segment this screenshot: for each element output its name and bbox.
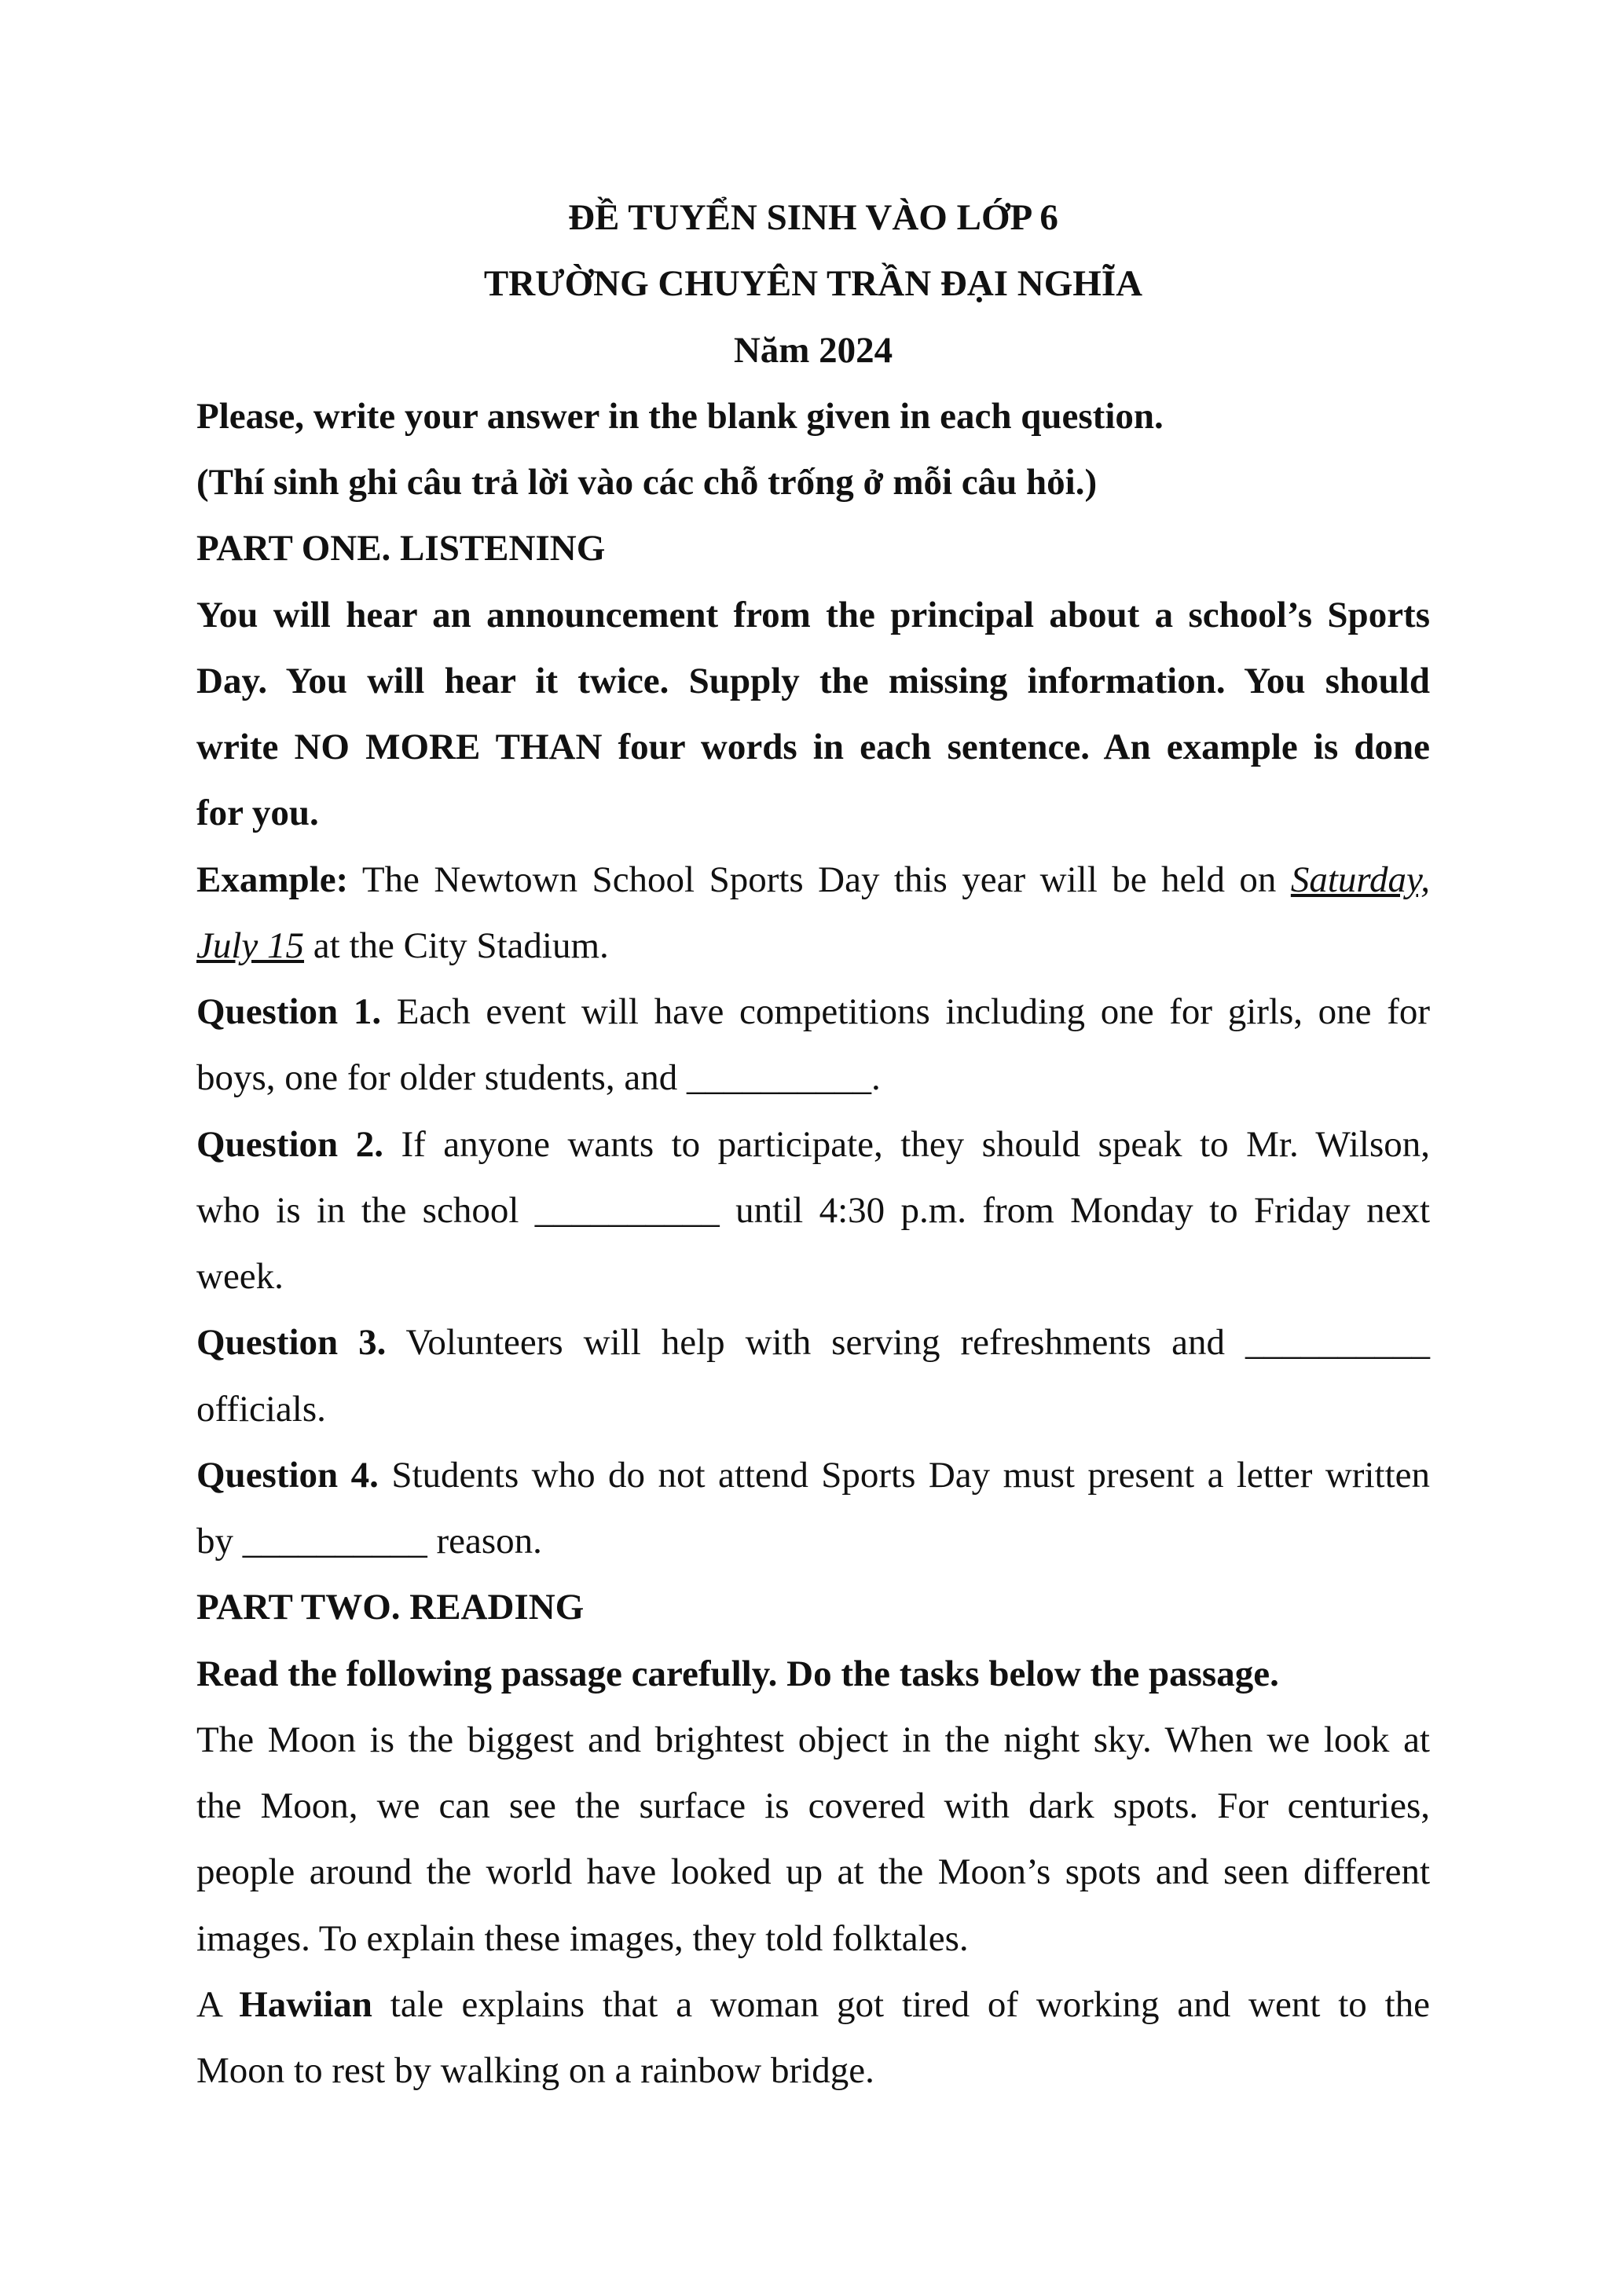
question-4 xyxy=(196,1452,1430,1499)
header-title: ĐỀ TUYỂN SINH VÀO LỚP 6 xyxy=(568,197,1058,238)
question-text: Each event will have competitions including one for girls, one for xyxy=(396,991,1430,1032)
question-2 xyxy=(196,1121,1430,1168)
part1-task-line: You will hear an announcement from the principal about a school’s Sports xyxy=(196,595,1430,635)
question-text: Volunteers will help with serving refreshments and __________ xyxy=(405,1322,1431,1363)
question-1-line-2: boys, one for older students, and __________. xyxy=(196,1057,881,1098)
question-label: Question 3. xyxy=(196,1322,387,1363)
part2-task: Read the following passage carefully. Do the tasks below the passage. xyxy=(196,1653,1279,1694)
question-1 xyxy=(196,988,1430,1035)
question-2-line-2: who is in the school __________ until 4:30 p.m. from Monday to Friday next xyxy=(196,1190,1430,1231)
question-label: Question 1. xyxy=(196,991,382,1032)
question-label: Question 2. xyxy=(196,1124,383,1165)
part1-task-line: write NO MORE THAN four words in each sentence. An example is done xyxy=(196,727,1430,767)
passage-text: tale explains that a woman got tired of working and went to the xyxy=(390,1984,1431,2025)
example-answer: Saturday, xyxy=(1290,859,1430,900)
question-3-line-2: officials. xyxy=(196,1389,326,1430)
instruction-en: Please, write your answer in the blank given in each question. xyxy=(196,396,1164,437)
question-text: If anyone wants to participate, they should speak to Mr. Wilson, xyxy=(401,1124,1430,1165)
passage-line: images. To explain these images, they told folktales. xyxy=(196,1918,969,1959)
passage-line: the Moon, we can see the surface is covered with dark spots. For centuries, xyxy=(196,1785,1430,1826)
header-school: TRƯỜNG CHUYÊN TRẦN ĐẠI NGHĨA xyxy=(483,263,1143,304)
example-text: at the City Stadium. xyxy=(313,925,609,966)
example-text: The Newtown School Sports Day this year will be held on xyxy=(361,859,1277,900)
passage-keyword: Hawiian xyxy=(239,1984,372,2025)
example-line-2 xyxy=(196,922,1430,969)
question-2-line-3: week. xyxy=(196,1256,284,1297)
passage-line: Moon to rest by walking on a rainbow bridge. xyxy=(196,2050,874,2091)
passage-line: The Moon is the biggest and brightest object in the night sky. When we look at xyxy=(196,1719,1430,1760)
question-3 xyxy=(196,1319,1430,1366)
part1-task-line: for you. xyxy=(196,793,319,833)
part1-task-line: Day. You will hear it twice. Supply the missing information. You should xyxy=(196,661,1430,701)
example-answer: July 15 xyxy=(196,925,305,966)
question-text: Students who do not attend Sports Day must present a letter written xyxy=(391,1455,1430,1496)
question-4-line-2: by __________ reason. xyxy=(196,1521,542,1562)
part2-title: PART TWO. READING xyxy=(196,1587,585,1628)
question-label: Question 4. xyxy=(196,1455,379,1496)
instruction-vi: (Thí sinh ghi câu trả lời vào các chỗ trống ở mỗi câu hỏi.) xyxy=(196,462,1098,503)
example-label: Example: xyxy=(196,859,349,900)
example-line-1 xyxy=(196,856,1430,903)
header-year: Năm 2024 xyxy=(733,330,893,371)
part1-title: PART ONE. LISTENING xyxy=(196,528,606,569)
passage-line: people around the world have looked up at the Moon’s spots and seen different xyxy=(196,1851,1430,1892)
passage-line xyxy=(196,1981,1430,2028)
passage-text: A xyxy=(196,1984,222,2025)
